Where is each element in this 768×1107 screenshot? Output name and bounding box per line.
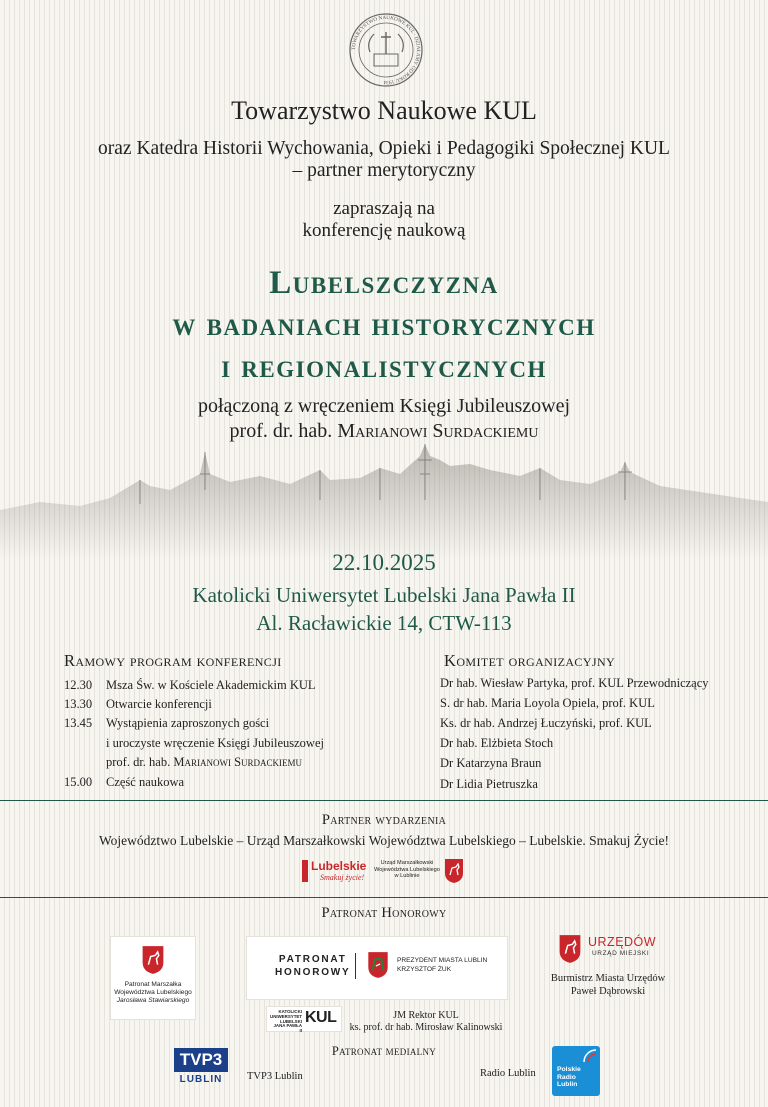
invitation-line1: zapraszają na — [333, 198, 435, 219]
marshal-caption-line2: Województwa Lubelskiego — [114, 989, 192, 996]
office-logo-line2: Województwa Lubelskiego — [374, 866, 440, 873]
mayor-patronage-card — [246, 936, 508, 1000]
kul-logo-text: KUL — [305, 1009, 337, 1026]
kul-small-line4: JANA PAWŁA II — [273, 1023, 302, 1034]
patronage-heading: Patronat Honorowy — [321, 905, 447, 921]
honoree-name: Marianowi Surdackiemu — [337, 420, 539, 442]
committee-member: Dr Lidia Pietruszka — [440, 777, 538, 791]
program-text: prof. dr. hab. — [106, 755, 171, 769]
kul-small-line3: LUBELSKI — [280, 1018, 302, 1024]
kul-small-line1: KATOLICKI — [278, 1009, 302, 1014]
brand-logo-tagline: Smakuj życie! — [320, 873, 365, 882]
radio-waves-icon — [582, 1048, 598, 1064]
media-heading: Patronat medialny — [331, 1044, 437, 1058]
invitation-line2: konferencję naukową — [302, 220, 466, 241]
marshal-caption-line3: Jarosława Stawiarskiego — [116, 997, 190, 1004]
event-date: 22.10.2025 — [332, 550, 436, 575]
urzedow-caption — [548, 972, 668, 998]
marshal-coat-of-arms-icon — [141, 945, 165, 975]
marshal-patronage-card — [110, 936, 196, 1020]
radio-caption: Radio Lublin — [480, 1068, 536, 1079]
venue-name: Katolicki Uniwersytet Lubelski Jana Pawła II — [192, 583, 576, 607]
organizer-name: Towarzystwo Naukowe KUL — [231, 96, 537, 125]
radio-logo-line1: Polskie — [557, 1066, 581, 1073]
radio-logo-text — [557, 1066, 581, 1089]
office-logo-line3: w Lublinie — [394, 873, 420, 880]
program-time: 12.30 — [64, 678, 93, 692]
program-text: i uroczyste wręczenie Księgi Jubileuszowej — [106, 736, 324, 750]
program-row — [64, 678, 316, 693]
tvp3-lublin-logo — [170, 1048, 234, 1088]
badge-line2: HONOROWY — [275, 967, 351, 978]
radio-logo-line3: Lublin — [557, 1081, 578, 1089]
brand-logo-text: Lubelskie — [311, 859, 367, 873]
urzedow-coat-of-arms-icon — [558, 934, 582, 964]
title-line3: i regionalistycznych — [221, 349, 547, 385]
committee-heading: Komitet organizacyjny — [444, 651, 616, 670]
patronage-badge — [275, 953, 351, 979]
office-logo-line1: Urząd Marszałkowski — [380, 860, 434, 866]
program-time: 13.45 — [64, 716, 93, 730]
mayor-caption-line2: KRZYSZTOF ŻUK — [397, 966, 452, 973]
partner-heading: Partner wydarzenia — [321, 812, 447, 828]
program-row — [64, 697, 212, 712]
badge-separator — [355, 953, 356, 979]
mayor-caption — [397, 956, 487, 974]
committee-member: Ks. dr hab. Andrzej Łuczyński, prof. KUL — [440, 716, 652, 730]
tvp3-caption: TVP3 Lublin — [247, 1071, 303, 1082]
program-time: 13.30 — [64, 697, 93, 711]
partner-text: Województwo Lubelskie – Urząd Marszałkowski Województwa Lubelskiego – Lubelskie. Smakuj Życie! — [98, 833, 670, 848]
mayor-caption-line1: PREZYDENT MIASTA LUBLIN — [397, 957, 488, 964]
urzedow-caption-line2: Paweł Dąbrowski — [570, 986, 646, 997]
lublin-coat-of-arms-icon — [367, 951, 389, 979]
urzedow-logo-subtext: URZĄD MIEJSKI — [592, 950, 650, 957]
program-row — [64, 775, 184, 790]
program-text: Część naukowa — [106, 775, 185, 789]
radio-lublin-logo — [552, 1046, 600, 1096]
co-organizer-line1: oraz Katedra Historii Wychowania, Opieki i Pedagogiki Społecznej KUL — [98, 138, 670, 159]
committee-member: Dr hab. Wiesław Partyka, prof. KUL Przewodniczący — [440, 676, 709, 690]
urzedow-logo-text: URZĘDÓW — [588, 935, 657, 949]
marshal-office-logo-text — [372, 860, 442, 880]
svg-text:TOWARZYSTWO NAUKOWE KUL · DZIA: TOWARZYSTWO NAUKOWE KUL · DZIAŁAMY OD ROKU 1934 — [350, 14, 422, 86]
kul-logo-card — [266, 1006, 342, 1032]
co-organizer — [0, 138, 768, 182]
divider — [0, 800, 768, 801]
lubelskie-brand-logo — [302, 858, 366, 886]
committee-member: S. dr hab. Maria Loyola Opiela, prof. KUL — [440, 696, 655, 710]
divider — [0, 897, 768, 898]
program-row — [64, 755, 302, 770]
invitation — [0, 198, 768, 242]
subtitle-prefix: prof. dr. hab. — [229, 420, 333, 442]
brand-mark-icon — [302, 860, 308, 882]
rector-caption — [346, 1010, 506, 1034]
society-seal-logo — [348, 12, 424, 88]
kul-logo-small-text — [270, 1010, 302, 1034]
voivodeship-coat-of-arms-icon — [444, 858, 464, 884]
urzedow-caption-line1: Burmistrz Miasta Urzędów — [550, 973, 666, 984]
program-text: Otwarcie konferencji — [106, 697, 212, 711]
program-text: Wystąpienia zaproszonych gości — [106, 716, 270, 730]
program-honoree: Marianowi Surdackiemu — [173, 755, 303, 769]
marshal-caption-line1: Patronat Marszałka — [124, 981, 182, 988]
title-line1: Lubelszczyzna — [269, 265, 499, 301]
radio-logo-line2: Radio — [557, 1073, 576, 1081]
rector-caption-line2: ks. prof. dr hab. Mirosław Kalinowski — [349, 1022, 503, 1033]
program-row — [64, 736, 324, 751]
badge-line1: PATRONAT — [278, 954, 347, 965]
title-line2: w badaniach historycznych — [172, 307, 596, 343]
program-row — [64, 716, 269, 731]
marshal-caption — [111, 981, 195, 1005]
tvp3-logo-subtext: LUBLIN — [179, 1074, 223, 1085]
committee-member: Dr Katarzyna Braun — [440, 756, 542, 770]
venue-address: Al. Racławickie 14, CTW-113 — [256, 611, 512, 635]
co-organizer-line2: – partner merytoryczny — [292, 160, 476, 181]
kul-small-line2: UNIWERSYTET — [270, 1013, 302, 1019]
tvp3-logo-text: TVP3 — [174, 1048, 228, 1072]
program-text: Msza Św. w Kościele Akademickim KUL — [106, 678, 316, 692]
rector-caption-line1: JM Rektor KUL — [393, 1010, 459, 1021]
program-heading: Ramowy program konferencji — [64, 651, 282, 670]
conference-title — [0, 262, 768, 388]
committee-member: Dr hab. Elżbieta Stoch — [440, 736, 554, 750]
program-time: 15.00 — [64, 775, 93, 789]
subtitle-line1: połączoną z wręczeniem Księgi Jubileuszowej — [197, 395, 571, 417]
